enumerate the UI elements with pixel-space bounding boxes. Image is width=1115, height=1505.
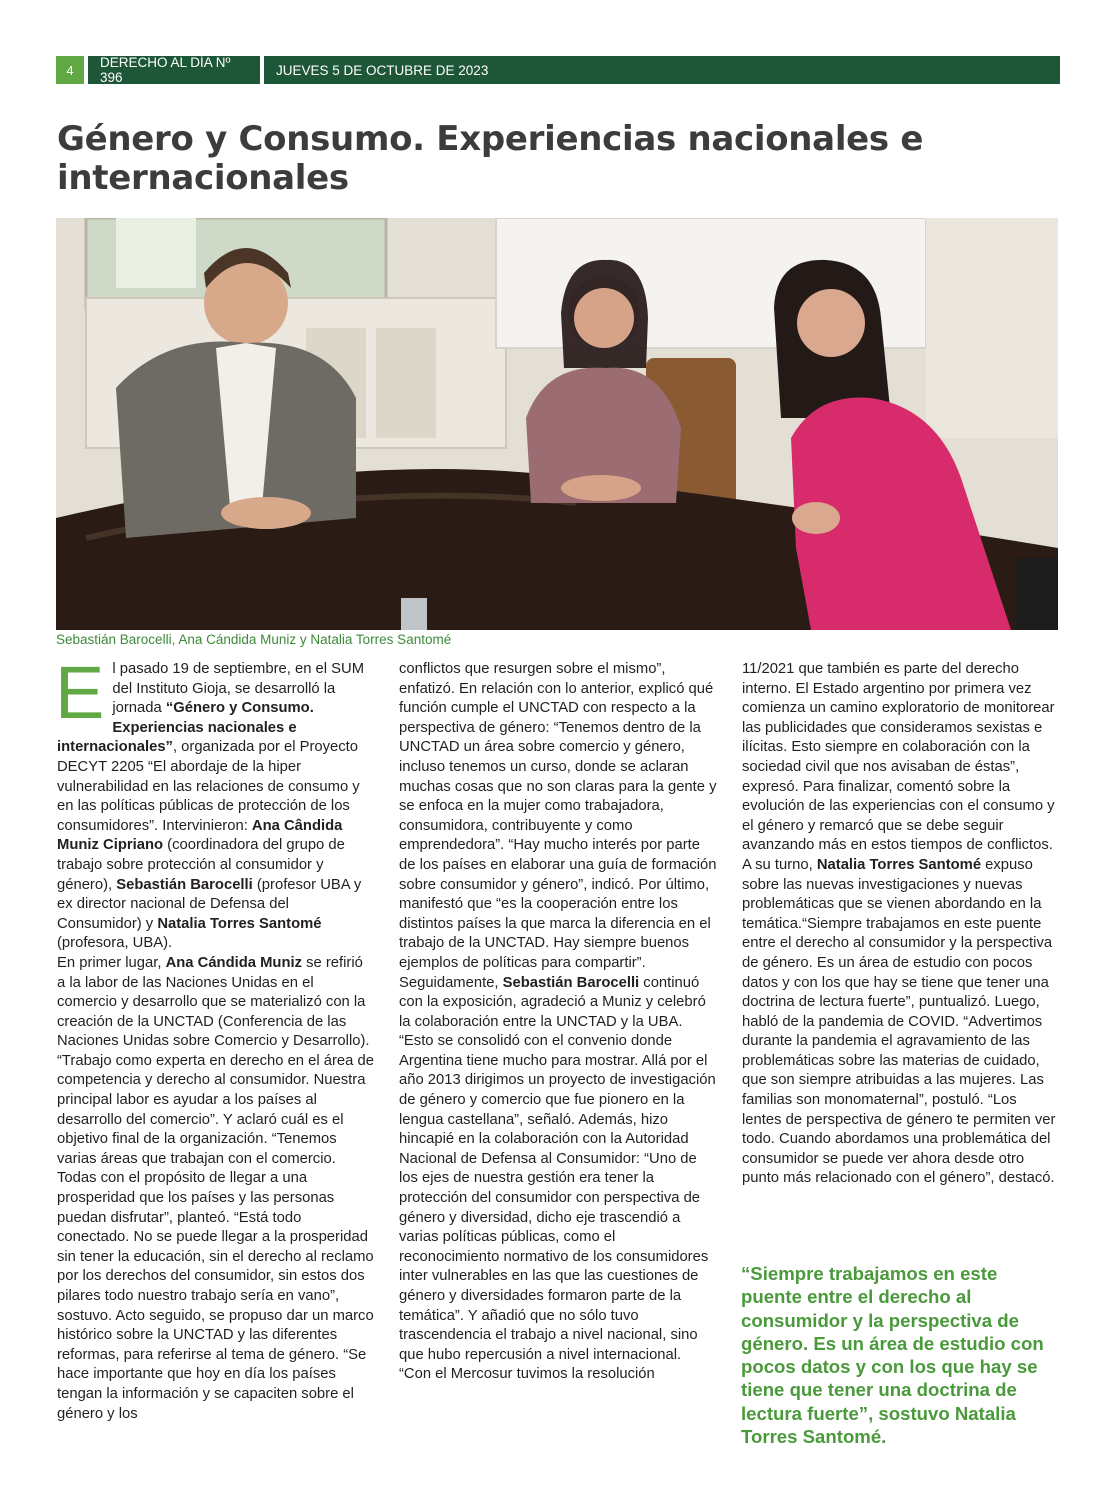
article-column-3	[742, 660, 1060, 1189]
paragraph: En primer lugar, Ana Cándida Muniz se refirió a la labor de las Naciones Unidas en el comercio y desarrollo que se materializó con la creación de la UNCTAD (Conferencia de las Naciones Unidas sobre Comercio y Desarrollo). “Trabajo como experta en derecho en el área de competencia y derecho al consumidor. Nuestra principal labor es ayudar a los países al desarrollo del comercio”. Y aclaró cuál es el objetivo final de la organización. “Tenemos varias áreas que trabajan con el comercio. Todas con el propósito de llegar a una prosperidad que los países y las personas puedan disfrutar”, planteó. “Está todo conectado. No se puede llegar a la prosperidad sin tener la educación, sin el derecho al reclamo por los derechos del consumidor, sin estos dos pilares todo nuestro trabajo sería en vano”, sostuvo. Acto seguido, se propuso dar un marco histórico sobre la UNCTAD y las diferentes reformas, para referirse al tema de género. “Se hace importante que hoy en día los países tengan la información y se capaciten sobre el género y los	[57, 954, 374, 1422]
paragraph: 11/2021 que también es parte del derecho interno. El Estado argentino por primera vez comienza un camino exploratorio de monitorear las publicidades que consideramos sexistas e ilícitas. Esto siempre en colaboración con la sociedad civil que nos avisaban de éstas”, expresó. Para finalizar, comentó sobre la evolución de las experiencias con el consumo y el género y remarcó que se debe seguir avanzando más en estos tiempos de conflictos.	[742, 661, 1055, 854]
paragraph: A su turno, Natalia Torres Santomé expuso sobre las nuevas investigaciones y nuevas problemáticas que se vienen abordando en la temática.“Siempre trabajamos en este puente entre el derecho al consumidor y la perspectiva de género. Es un área de estudio con pocos datos y con los que hay se tiene que tener una doctrina de lectura fuerte”, puntualizó. Luego, habló de la pandemia de COVID. “Advertimos durante la pandemia el agravamiento de las problemáticas sobre las materias de cuidado, que son siempre atribuidas a las mujeres. Las familias son monomaternal”, postuló. “Los lentes de perspectiva de género te permiten ver todo. Cuando abordamos una problemática del consumidor se puede ver ahora desde otro punto más relacionado con el género”, destacó.	[742, 856, 1056, 1187]
paragraph: l pasado 19 de septiembre, en el SUM del Instituto Gioja, se desarrolló la jornada “Género y Consumo. Experiencias nacionales e internacionales”, organizada por el Proyecto DECYT 2205 “El abordaje de la hiper vulnerabilidad en las relaciones de consumo y en las políticas públicas de protección de los consumidores”. Intervinieron: Ana Cândida Muniz Cipriano (coordinadora del grupo de trabajo sobre protección al consumidor y género), Sebastián Barocelli (profesor UBA y ex director nacional de Defensa del Consumidor) y Natalia Torres Santomé (profesora, UBA).	[57, 661, 365, 952]
page-header-bar	[56, 56, 1060, 84]
drop-cap: E	[55, 651, 105, 734]
publication-name: DERECHO AL DÍA Nº 396	[100, 55, 231, 85]
article-column-2	[399, 660, 717, 1385]
paragraph: conflictos que resurgen sobre el mismo”, enfatizó. En relación con lo anterior, explicó qué función cumple el UNCTAD con respecto a la perspectiva de género: “Tenemos dentro de la UNCTAD un área sobre comercio y género, incluso tenemos un curso, donde se aclaran muchas cosas que no son claras para la gente y se enfoca en la mujer como trabajadora, consumidora, contribuyente y como emprendedora”. “Hay mucho interés por parte de los países en elaborar una guía de formación sobre consumidor y género”, indicó. Por último, manifestó que “es la cooperación entre los distintos países la que marca la diferencia en el trabajo de la UNCTAD. Hay siempre buenos ejemplos de políticas para compartir”.	[399, 661, 717, 971]
paragraph: Seguidamente, Sebastián Barocelli continuó con la exposición, agradeció a Muniz y celebró la colaboración entre la UNCTAD y la UBA. “Esto se consolidó con el convenio donde Argentina tiene mucho para mostrar. Allá por el año 2013 dirigimos un proyecto de investigación de género y comercio que fue pionero en la lengua castellana”, señaló. Además, hizo hincapié en la colaboración con la Autoridad Nacional de Defensa al Consumidor: “Uno de los ejes de nuestra gestión era tener la protección del consumidor con perspectiva de género y diversidad, dicho eje trascendió a varias políticas públicas, como el reconocimiento normativo de los consumidores inter vulnerables en las que las cuestiones de género y diversidades formaron parte de la temática”. Y añadió que no sólo tuvo trascendencia el trabajo a nivel nacional, sino que hubo repercusión a nivel internacional. “Con el Mercosur tuvimos la resolución	[399, 974, 716, 1383]
pull-quote: “Siempre trabajamos en este puente entre el derecho al consumidor y la perspectiva de género. Es un área de estudio con pocos datos y con los que hay se tiene que tener una doctrina de lectura fuerte”, sostuvo Natalia Torres Santomé.	[741, 1263, 1044, 1448]
article-photo	[56, 218, 1058, 630]
page-number: 4	[56, 56, 84, 84]
publication-date: JUEVES 5 DE OCTUBRE DE 2023	[276, 62, 489, 78]
article-column-1	[55, 651, 375, 1424]
article-title: Género y Consumo. Experiencias nacionales e internacionales	[57, 119, 924, 198]
photo-caption: Sebastián Barocelli, Ana Cándida Muniz y Natalia Torres Santomé	[56, 632, 452, 647]
